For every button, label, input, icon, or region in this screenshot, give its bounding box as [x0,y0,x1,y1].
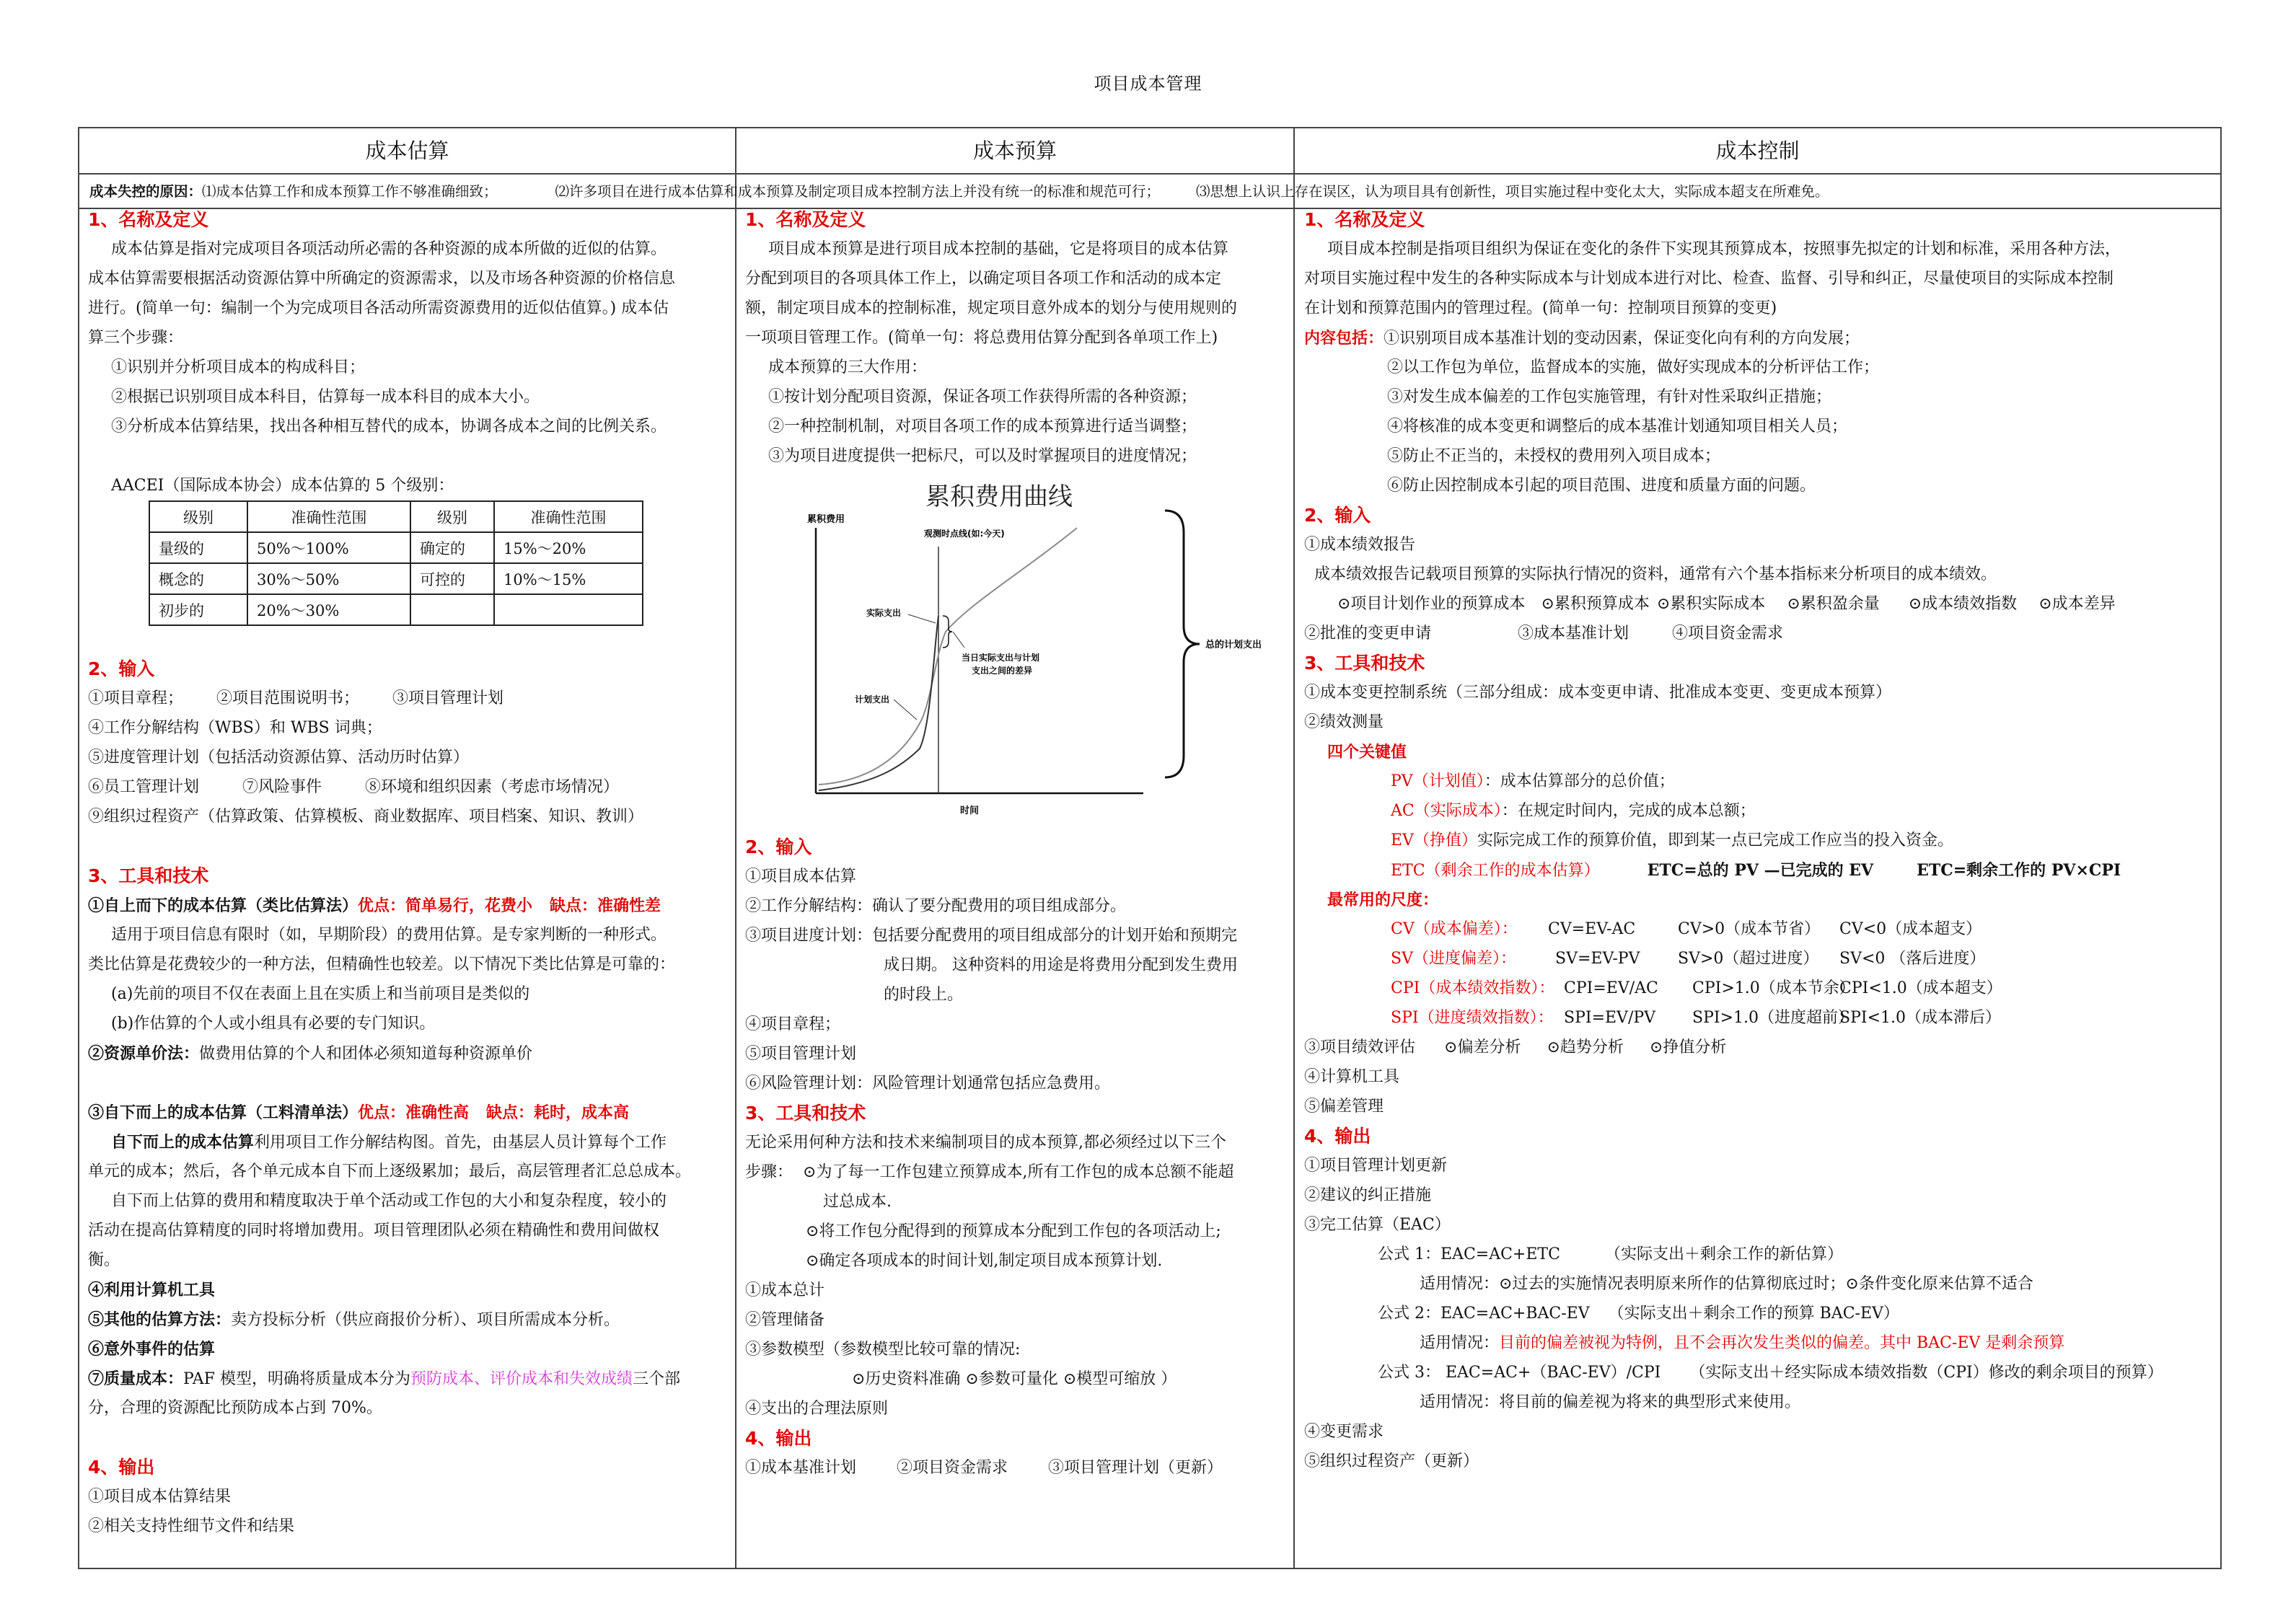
section-heading: 3、工具和技术 [1304,653,1425,674]
input-item: ⑨组织过程资产（估算政策、估算模板、商业数据库、项目档案、知识、教训） [88,808,644,826]
role-caption: 成本预算的三大作用： [768,358,928,376]
input-item: ②工作分解结构：确认了要分配费用的项目组成部分。 [745,897,1127,915]
definition-line: 分配到项目的各项具体工作上，以确定项目各项工作和活动的成本定 [745,270,1222,288]
tool-item: ④支出的合理法原则 [745,1400,889,1418]
definition-line: 进行。(简单一句：编制一个为完成项目各活动所需资源费用的近似估值算。) 成本估 [88,299,669,317]
output-item: ①项目管理计划更新 [1304,1157,1448,1175]
section-heading: 2、输入 [1304,505,1371,526]
input-item: ②批准的变更申请 ③成本基准计划 ④项目资金需求 [1304,625,1784,643]
eac-formula-1: 公式 1：EAC=AC+ETC （实际支出＋剩余工作的新估算） [1378,1245,1843,1263]
aacei-caption: AACEI（国际成本协会）成本估算的 5 个级别： [111,477,454,495]
tool-detail: (a)先前的项目不仅在表面上且在实质上和当前项目是类似的 [111,985,530,1003]
table-cell: 可控的 [410,563,494,594]
section-heading: 3、工具和技术 [88,865,209,886]
planned-spend-pointer [894,700,917,720]
definition-line: 成本估算是指对完成项目各项活动所必需的各种资源的成本所做的近似的估算。 [111,240,667,258]
eac-formula-3: 公式 3： EAC=AC+（BAC-EV）/CPI （实际支出＋经实际成本绩效指数（CPI）修改的剩余项目的预算） [1378,1364,2163,1382]
table-row [149,532,643,563]
output-item: ②相关支持性细节文件和结果 [88,1517,295,1535]
tool-item: ⑤其他的估算方法：卖方投标分析（供应商报价分析）、项目所需成本分析。 [88,1310,620,1329]
tool-item: ②资源单价法：做费用估算的个人和团体必须知道每种资源单价 [88,1044,533,1063]
total-planned-brace [1165,511,1200,777]
tool-detail: 步骤： ⊙为了每一工作包建立预算成本,所有工作包的成本总额不能超 [745,1163,1234,1181]
variance-label: 当日实际支出与计划 [962,653,1040,663]
output-item: ①成本基准计划 ②项目资金需求 ③项目管理计划（更新） [745,1459,1223,1477]
input-item: ④工作分解结构（WBS）和 WBS 词典； [88,719,382,737]
tool-detail: 自下而上的成本估算利用项目工作分解结构图。首先，由基层人员计算每个工作 [111,1133,667,1152]
table-header-cell: 准确性范围 [247,501,410,532]
input-item: ③项目进度计划：包括要分配费用的项目组成部分的计划开始和预期完 [745,927,1238,945]
column-divider [735,127,736,1569]
cumulative-cost-chart [775,475,1262,828]
table-cell [494,594,643,625]
tool-detail: (b)作估算的个人或小组具有必要的专门知识。 [111,1015,436,1033]
tool-item: ③项目绩效评估 ⊙偏差分析 ⊙趋势分析 ⊙挣值分析 [1304,1038,1727,1056]
tool-detail: 过总成本. [823,1193,892,1211]
tool-detail: ⊙将工作包分配得到的预算成本分配到工作包的各项活动上; [806,1222,1221,1240]
definition-line: 项目成本预算是进行项目成本控制的基础，它是将项目的成本估算 [768,240,1229,258]
variance-label: 支出之间的差异 [972,666,1033,676]
planned-spend-label: 计划支出 [855,694,890,705]
table-cell: 量级的 [149,532,247,563]
tool-item: ①成本总计 [745,1281,825,1299]
tool-detail: 无论采用何种方法和技术来编制项目的成本预算,都必须经过以下三个 [745,1134,1226,1152]
measure-cpi: CPI（成本绩效指数）： CPI=EV/AC CPI>1.0（成本节余）CPI<1.0（成本超支） [1391,979,2002,997]
table-header-cell: 准确性范围 [494,501,643,532]
role-item: ②一种控制机制，对项目各项工作的成本预算进行适当调整； [768,418,1197,436]
output-item: ①项目成本估算结果 [88,1488,232,1506]
cost-overrun-causes [89,177,2217,206]
document-title: 项目成本管理 [1094,74,1202,94]
input-item: ④项目章程； [745,1015,841,1033]
tool-item: ②绩效测量 [1304,713,1384,731]
variance-pointer [953,632,964,648]
definition-line: 项目成本控制是指项目组织为保证在变化的条件下实现其预算成本，按照事先拟定的计划和标准，采用各种方法， [1327,240,2121,258]
input-item: ①成本绩效报告 [1304,536,1416,554]
tool-item: ⑥意外事件的估算 [88,1340,216,1359]
input-item: ⑥风险管理计划：风险管理计划通常包括应急费用。 [745,1074,1111,1093]
metric-etc: ETC（剩余工作的成本估算） ETC=总的 PV —已完成的 EV ETC=剩余工作的 PV×CPI [1391,861,2121,880]
x-axis-label: 时间 [960,806,980,816]
y-axis-label: 累积费用 [807,514,845,525]
eac-formula-2-usage: 适用情况：目前的偏差被视为特例，且不会再次发生类似的偏差。其中 BAC-EV 是剩余预算 [1420,1334,2065,1352]
table-row [149,563,643,594]
actual-spend-pointer [908,614,936,623]
step-item: ③分析成本估算结果，找出各种相互替代的成本，协调各成本之间的比例关系。 [111,418,667,436]
control-column [1304,209,2217,1565]
definition-line: 一项项目管理工作。(简单一句：将总费用估算分配到各单项工作上) [745,329,1218,347]
eac-formula-1-usage: 适用情况：⊙过去的实施情况表明原来所作的估算彻底过时；⊙条件变化原来估算不适合 [1420,1275,2033,1293]
definition-line: 对项目实施过程中发生的各种实际成本与计划成本进行对比、检查、监督、引导和纠正，尽量使项目的实际成本控制 [1304,270,2114,288]
definition-line: 在计划和预算范围内的管理过程。(简单一句：控制项目预算的变更) [1304,299,1777,317]
content-item: ②以工作包为单位，监督成本的实施，做好实现成本的分析评估工作； [1387,358,1880,376]
row-divider [78,173,2222,175]
table-cell: 15%～20% [494,532,643,563]
cause-2: ⑵许多项目在进行成本估算和成本预算及制定项目成本控制方法上并没有统一的标准和规范可行； [555,183,1161,200]
estimate-column [88,209,730,1565]
table-cell: 初步的 [149,594,247,625]
definition-line: 额，制定项目成本的控制标准，规定项目意外成本的划分与使用规则的 [745,299,1238,317]
metric-pv: PV（计划值）：成本估算部分的总价值； [1391,772,1675,790]
table-header-row [149,501,643,532]
total-planned-label: 总的计划支出 [1205,640,1262,650]
tool-item: ③参数模型（参数模型比较可靠的情况: [745,1341,1021,1359]
tool-detail: 类比估算是花费较少的一种方法，但精确性也较差。以下情况下类比估算是可靠的： [88,956,676,974]
definition-line: 成本估算需要根据活动资源估算中所确定的资源需求，以及市场各种资源的价格信息 [88,270,676,288]
metric-ev: EV（挣值）实际完成工作的预算价值，即到某一点已完成工作应当的投入资金。 [1391,831,1953,849]
input-item: ⑤进度管理计划（包括活动资源估算、活动历时估算） [88,749,470,767]
tool-item: ⑦质量成本：PAF 模型，明确将质量成本分为预防成本、评价成本和失效成绩三个部 [88,1369,680,1388]
definition-line: 算三个步骤： [88,329,184,347]
section-heading: 1、名称及定义 [88,209,209,230]
section-heading: 1、名称及定义 [745,209,866,230]
eac-formula-2: 公式 2：EAC=AC+BAC-EV （实际支出＋剩余工作的预算 BAC-EV） [1378,1305,1899,1323]
content-item: ⑥防止因控制成本引起的项目范围、进度和质量方面的问题。 [1387,477,1816,495]
input-item: 成日期。 这种资料的用途是将费用分配到发生费用 [884,956,1238,974]
content-item: ④将核准的成本变更和调整后的成本基准计划通知项目相关人员； [1387,418,1848,436]
role-item: ①按计划分配项目资源，保证各项工作获得所需的各种资源； [768,388,1197,406]
column-header-control: 成本控制 [1715,138,1800,163]
chart-title: 累积费用曲线 [925,482,1073,511]
causes-label: 成本失控的原因： [89,183,203,200]
output-item: ③完工估算（EAC） [1304,1216,1451,1234]
section-heading: 3、工具和技术 [745,1103,866,1124]
tool-item: ③自下而上的成本估算（工料清单法）优点：准确性高 缺点：耗时，成本高 [88,1103,630,1122]
indicator-list: ⊙项目计划作业的预算成本 ⊙累积预算成本 ⊙累积实际成本 ⊙累积盈余量 ⊙成本绩效指数 ⊙成本差异 [1337,595,2116,613]
input-item: 的时段上。 [884,986,964,1004]
input-detail: 成本绩效报告记载项目预算的实际执行情况的资料，通常有六个基本指标来分析项目的成本绩效。 [1314,565,1997,583]
step-item: ②根据已识别项目成本科目，估算每一成本科目的成本大小。 [111,388,540,406]
tool-item: ⑤偏差管理 [1304,1098,1384,1116]
tool-detail: ⊙确定各项成本的时间计划,制定项目成本预算计划. [806,1252,1163,1270]
table-cell: 概念的 [149,563,247,594]
input-item: ⑤项目管理计划 [745,1045,857,1063]
variance-brace [943,616,952,648]
table-cell: 30%～50% [247,563,410,594]
tool-detail: 适用于项目信息有限时（如，早期阶段）的费用估算。是专家判断的一种形式。 [111,926,667,944]
content-item: ⑤防止不正当的，未授权的费用列入项目成本； [1387,447,1721,465]
tool-detail: ⊙历史资料准确 ⊙参数可量化 ⊙模型可缩放 ） [852,1370,1177,1388]
table-header-cell: 级别 [410,501,494,532]
table-header-cell: 级别 [149,501,247,532]
input-item: ①项目章程； ②项目范围说明书； ③项目管理计划 [88,689,504,707]
budget-column [745,209,1288,1565]
tool-item: ④利用计算机工具 [88,1281,216,1299]
table-cell: 确定的 [410,532,494,563]
step-item: ①识别并分析项目成本的构成科目； [111,358,366,376]
cause-1: ⑴成本估算工作和成本预算工作不够准确细致； [202,183,498,200]
table-cell [410,594,494,625]
tool-item: ④计算机工具 [1304,1068,1400,1086]
content-item: ③对发生成本偏差的工作包实施管理，有针对性采取纠正措施； [1387,388,1832,406]
tool-detail: 自下而上估算的费用和精度取决于单个活动或工作包的大小和复杂程度，较小的 [111,1192,667,1210]
role-item: ③为项目进度提供一把标尺，可以及时掌握项目的进度情况； [768,447,1197,465]
section-heading: 4、输出 [1304,1126,1371,1147]
measure-spi: SPI（进度绩效指数）： SPI=EV/PV SPI>1.0（进度超前）SPI<1.0（成本滞后） [1391,1009,2001,1027]
tool-item: ①自上而下的成本估算（类比估算法）优点：简单易行，花费小 缺点：准确性差 [88,896,661,915]
output-item: ②建议的纠正措施 [1304,1186,1432,1204]
tool-item: ①成本变更控制系统（三部分组成：成本变更申请、批准成本变更、变更成本预算） [1304,684,1892,702]
cause-3: ⑶思想上认识上存在误区，认为项目具有创新性，项目实施过程中变化太大，实际成本超支在所难免。 [1196,183,1829,200]
table-row [149,594,643,625]
measures-heading: 最常用的尺度： [1327,891,1439,909]
column-header-estimate: 成本估算 [365,138,449,163]
output-item: ④变更需求 [1304,1423,1384,1441]
section-heading: 1、名称及定义 [1304,209,1425,230]
input-item: ⑥员工管理计划 ⑦风险事件 ⑧环境和组织因素（考虑市场情况） [88,778,620,796]
eac-formula-3-usage: 适用情况：将目前的偏差视为将来的典型形式来使用。 [1420,1393,1801,1411]
column-divider [1293,127,1295,1569]
section-heading: 4、输出 [745,1428,812,1449]
table-cell: 20%～30% [247,594,410,625]
section-heading: 2、输入 [88,658,155,679]
measure-sv: SV（进度偏差）： SV=EV-PV SV>0（超过进度） SV<0 （落后进度） [1391,950,1986,968]
column-header-budget: 成本预算 [972,138,1057,163]
output-item: ⑤组织过程资产（更新） [1304,1452,1479,1470]
actual-spend-label: 实际支出 [866,608,902,618]
input-item: ①项目成本估算 [745,868,857,886]
tool-item: ②管理储备 [745,1311,825,1329]
aacei-level-table [149,500,643,626]
tool-detail: 分，合理的资源配比预防成本占到 70%。 [88,1399,382,1417]
tool-detail: 活动在提高估算精度的同时将增加费用。项目管理团队必须在精确性和费用间做权 [88,1222,660,1240]
metric-ac: AC（实际成本）：在规定时间内，完成的成本总额； [1391,802,1756,820]
today-line-label: 观测时点线(如:今天) [924,529,1005,539]
measure-cv: CV（成本偏差）： CV=EV-AC CV>0（成本节省） CV<0（成本超支） [1391,920,1982,938]
section-heading: 2、输入 [745,837,812,857]
content-item: 内容包括：①识别项目成本基准计划的变动因素，保证变化向有利的方向发展； [1304,329,1860,348]
tool-detail: 单元的成本；然后，各个单元成本自下而上逐级累加；最后，高层管理者汇总总成本。 [88,1162,692,1181]
key-values-heading: 四个关键值 [1327,743,1407,762]
tool-detail: 衡。 [88,1251,120,1269]
table-cell: 10%～15% [494,563,643,594]
table-cell: 50%～100% [247,532,410,563]
section-heading: 4、输出 [88,1457,155,1478]
